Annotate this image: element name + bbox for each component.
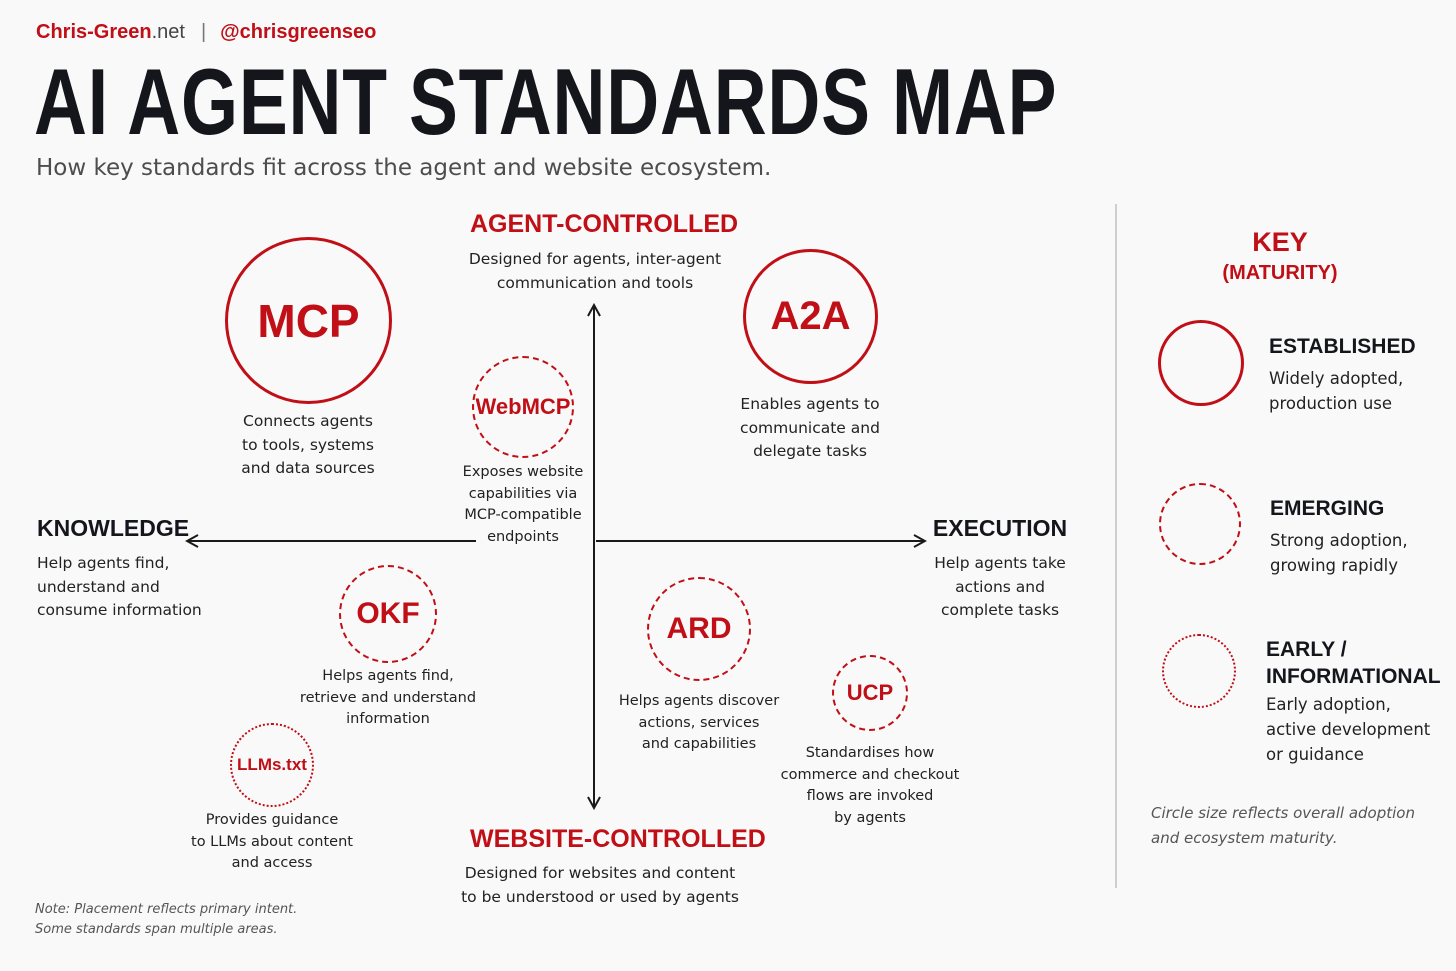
brand-separator: | <box>200 21 207 43</box>
standard-webmcp-label: WebMCP <box>475 394 571 419</box>
standard-webmcp-desc-line: MCP-compatible <box>464 507 582 523</box>
axis-left-label: KNOWLEDGE <box>37 515 190 541</box>
standard-webmcp-desc <box>433 462 613 548</box>
key-subtitle: (MATURITY) <box>1222 262 1338 284</box>
key-desc-line: Strong adoption, <box>1270 531 1408 550</box>
standard-okf-desc-line: retrieve and understand <box>299 689 477 706</box>
standard-okf-circle <box>339 565 437 663</box>
standard-ucp-desc-line: by agents <box>834 809 906 826</box>
key-early-label <box>1266 636 1441 690</box>
axis-top-desc <box>440 248 750 295</box>
key-desc-line: Early adoption, <box>1266 695 1391 714</box>
key-note-line: and ecosystem maturity. <box>1151 829 1338 847</box>
key-note <box>1151 801 1415 851</box>
key-desc-line: production use <box>1269 394 1393 413</box>
axis-right-desc-line: actions and <box>955 577 1045 596</box>
standard-webmcp-desc-line: Exposes website <box>462 464 584 480</box>
key-early-label-line: EARLY / <box>1266 638 1347 661</box>
standard-mcp-circle <box>225 237 392 404</box>
standard-ucp-desc-line: Standardises how <box>805 745 935 761</box>
axis-bottom-desc-line: to be understood or used by agents <box>461 887 739 906</box>
placement-note-line: Note: Placement reflects primary intent. <box>35 902 298 917</box>
key-desc-line: growing rapidly <box>1270 556 1399 575</box>
key-divider <box>1115 204 1117 888</box>
standard-ucp-label: UCP <box>846 680 894 705</box>
standard-ard-desc-line: and capabilities <box>641 736 757 752</box>
axis-bottom-desc <box>440 862 760 909</box>
standard-ard-desc-line: actions, services <box>638 714 760 731</box>
twitter-handle: @chrisgreenseo <box>220 21 377 43</box>
page-subtitle: How key standards fit across the agent and website ecosystem. <box>36 155 772 181</box>
axis-right-desc <box>925 552 1075 623</box>
axis-left-desc <box>37 552 217 623</box>
standard-okf-desc <box>293 666 483 731</box>
axis-left-desc-line: understand and <box>37 577 160 596</box>
standard-a2a-label: A2A <box>770 294 851 338</box>
standard-webmcp-desc-line: endpoints <box>487 528 559 545</box>
standard-a2a-desc-line: Enables agents to <box>740 395 880 413</box>
axis-left-desc-line: consume information <box>37 601 202 619</box>
standard-ucp-desc <box>770 743 970 829</box>
axis-top-label: AGENT-CONTROLLED <box>470 210 739 238</box>
standard-ucp-circle <box>832 655 908 731</box>
page-title: AI AGENT STANDARDS MAP <box>34 49 1058 154</box>
key-title: KEY <box>1252 227 1308 257</box>
key-early-desc <box>1266 692 1430 767</box>
brand-name: Chris-Green <box>36 21 152 43</box>
standard-llmstxt-circle <box>230 723 314 807</box>
standard-mcp-label: MCP <box>257 294 360 347</box>
standard-mcp-desc-line: Connects agents <box>243 412 373 430</box>
standard-a2a-desc-line: delegate tasks <box>753 442 867 460</box>
standard-llmstxt-desc-line: to LLMs about content <box>191 833 353 850</box>
brand-tld: .net <box>151 21 185 43</box>
key-emerging-desc <box>1270 528 1408 578</box>
standard-okf-desc-line: information <box>346 711 430 727</box>
axis-right-desc-line: Help agents take <box>934 554 1066 572</box>
axis-top-desc-line: communication and tools <box>496 273 694 292</box>
standard-ard-label: ARD <box>666 612 732 645</box>
standard-a2a-desc-line: communicate and <box>740 418 880 437</box>
standard-mcp-desc-line: to tools, systems <box>242 435 374 454</box>
standard-a2a-circle <box>743 249 878 384</box>
standard-ucp-desc-line: flows are invoked <box>806 788 934 804</box>
axis-left-desc-line: Help agents find, <box>37 554 170 572</box>
standard-llmstxt-label: LLMs.txt <box>237 755 307 774</box>
standard-llmstxt-desc <box>172 810 372 875</box>
placement-note <box>35 900 297 940</box>
standard-okf-desc-line: Helps agents find, <box>322 668 454 684</box>
standard-llmstxt-desc-line: and access <box>231 855 313 871</box>
standard-mcp-desc-line: and data sources <box>241 459 375 477</box>
key-established-swatch <box>1158 320 1244 406</box>
key-note-line: Circle size reflects overall adoption <box>1151 804 1415 822</box>
standard-webmcp-circle <box>472 356 574 458</box>
key-early-swatch <box>1162 634 1236 708</box>
standard-ard-circle <box>647 577 751 681</box>
standard-a2a-desc <box>710 393 910 464</box>
axis-bottom-label: WEBSITE-CONTROLLED <box>470 825 766 853</box>
axis-bottom-desc-line: Designed for websites and content <box>464 864 736 882</box>
key-emerging-swatch <box>1159 483 1241 565</box>
standard-ucp-desc-line: commerce and checkout <box>780 766 960 783</box>
standard-webmcp-desc-line: capabilities via <box>468 485 578 502</box>
placement-note-line: Some standards span multiple areas. <box>35 922 278 937</box>
key-emerging-label: EMERGING <box>1270 497 1385 520</box>
standard-okf-label: OKF <box>356 597 420 630</box>
standard-ard-desc <box>604 691 794 756</box>
standard-mcp-desc <box>208 410 408 481</box>
key-established-label: ESTABLISHED <box>1269 335 1416 358</box>
axis-top-desc-line: Designed for agents, inter-agent <box>468 250 722 268</box>
key-desc-line: Widely adopted, <box>1269 369 1404 388</box>
standard-ard-desc-line: Helps agents discover <box>618 693 780 709</box>
key-early-label-line: INFORMATIONAL <box>1266 665 1441 688</box>
key-desc-line: or guidance <box>1266 745 1364 764</box>
standard-llmstxt-desc-line: Provides guidance <box>205 812 339 828</box>
key-established-desc <box>1269 366 1403 416</box>
key-desc-line: active development <box>1266 720 1431 739</box>
axis-right-label: EXECUTION <box>932 515 1068 541</box>
axis-right-desc-line: complete tasks <box>940 601 1060 619</box>
